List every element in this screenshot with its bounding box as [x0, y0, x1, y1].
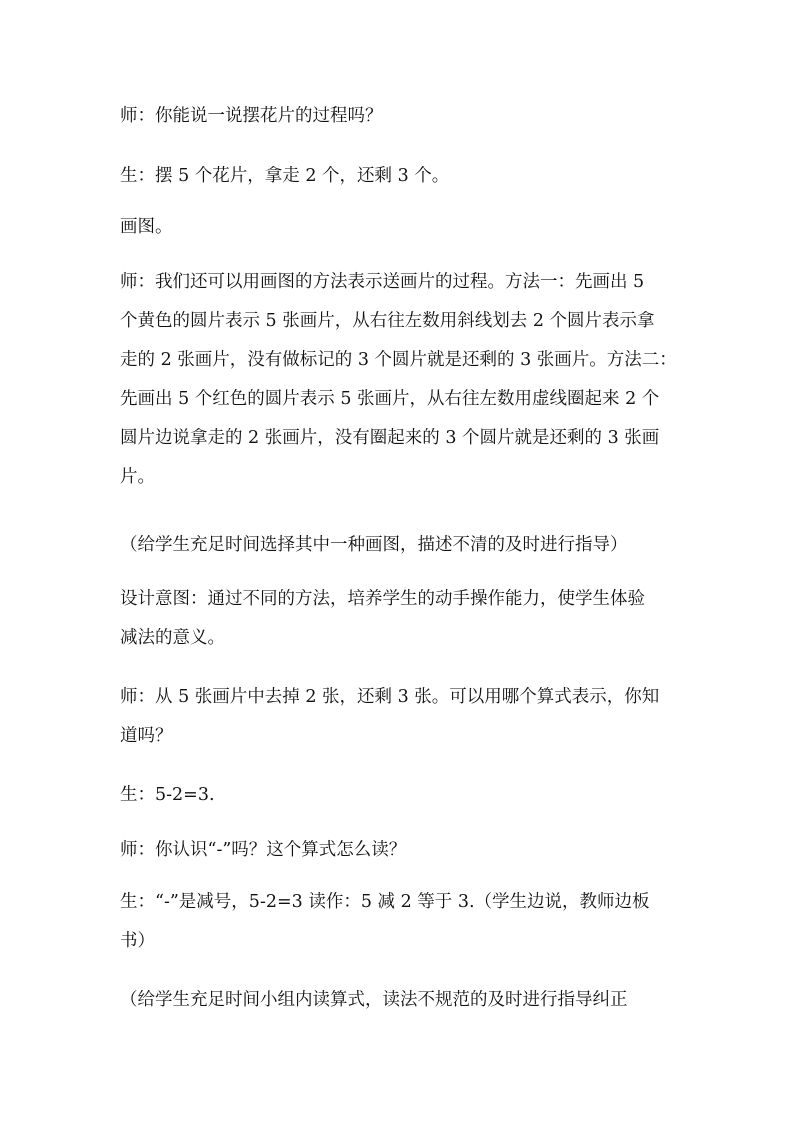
paragraph-teacher-minus-sign — [120, 831, 690, 870]
paragraph-note-reading-guidance — [120, 981, 690, 1020]
paragraph-draw-heading — [120, 208, 690, 247]
text-line: 师：你能说一说摆花片的过程吗？ — [120, 106, 383, 126]
text-line: （给学生充足时间选择其中一种画图，描述不清的及时进行指导） — [120, 535, 628, 555]
paragraph-student-equation — [120, 776, 690, 815]
text-line: 生：摆 5 个花片，拿走 2 个，还剩 3 个。 — [120, 166, 450, 186]
text-line: 书） — [120, 931, 155, 951]
paragraph-student-minus-reading — [120, 883, 690, 961]
paragraph-note-drawing-guidance — [120, 526, 690, 565]
text-line: 画图。 — [120, 217, 173, 237]
text-line: 个黄色的圆片表示 5 张画片，从右往左数用斜线划去 2 个圆片表示拿 — [120, 311, 655, 331]
text-line: 师：从 5 张画片中去掉 2 张，还剩 3 张。可以用哪个算式表示，你知 — [120, 687, 660, 707]
paragraph-teacher-drawing-methods — [120, 263, 690, 497]
text-line: 走的 2 张画片，没有做标记的 3 个圆片就是还剩的 3 张画片。方法二： — [120, 350, 677, 370]
text-line: 生：5-2=3. — [120, 785, 215, 805]
paragraph-design-intent — [120, 580, 690, 658]
text-line: （给学生充足时间小组内读算式，读法不规范的及时进行指导纠正 — [120, 990, 628, 1010]
text-line: 圆片边说拿走的 2 张画片，没有圈起来的 3 个圆片就是还剩的 3 张画 — [120, 428, 660, 448]
text-line: 师：你认识“-”吗？这个算式怎么读？ — [120, 840, 407, 860]
text-line: 道吗？ — [120, 726, 173, 746]
paragraph-student-answer-flowers — [120, 157, 690, 196]
paragraph-teacher-equation-question — [120, 678, 690, 756]
paragraph-teacher-question-process — [120, 97, 690, 136]
text-line: 片。 — [120, 467, 155, 487]
text-line: 设计意图：通过不同的方法，培养学生的动手操作能力，使学生体验 — [120, 589, 645, 609]
text-line: 减法的意义。 — [120, 628, 225, 648]
text-line: 生：“-”是减号，5-2=3 读作：5 减 2 等于 3.（学生边说，教师边板 — [120, 892, 650, 912]
text-line: 先画出 5 个红色的圆片表示 5 张画片，从右往左数用虚线圈起来 2 个 — [120, 389, 660, 409]
text-line: 师：我们还可以用画图的方法表示送画片的过程。方法一：先画出 5 — [120, 272, 645, 292]
